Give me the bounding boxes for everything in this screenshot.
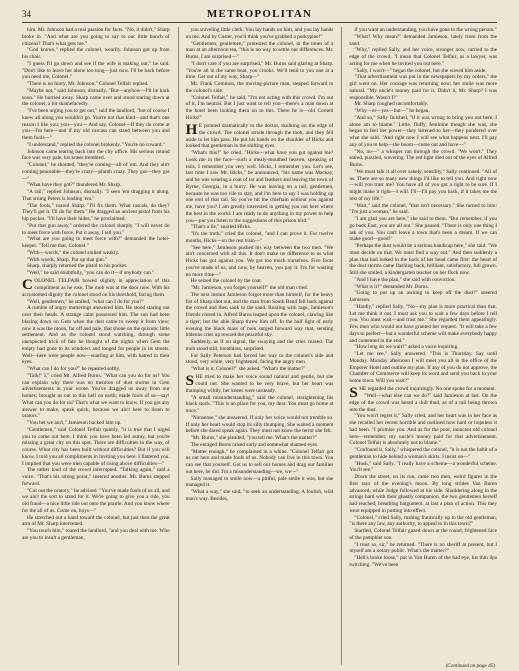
article-paragraph: "Hell's broke loose," put in Van Buren of the bad eye, his thin lips twitching. "We've been [349,555,498,568]
page-number: 34 [22,9,31,19]
magazine-title: METROPOLITAN [206,8,313,20]
article-paragraph: Sharp, sharply returned the pistol to his pocket. [27,263,128,270]
article-paragraph: "I trust so, sir," he returned. "There is no sheriff at present, but I myself am a notary public. What's the matter?" [349,541,498,555]
article-paragraph: "We must talk it all over sanely, sensibly," Sally continued. "All of us. There are so many new things I'd like to tell you. And right now—will you trust me? You have all of you got a right to be sure. If I might make it right—I will. I'll—I'll pay you back, if it takes me the rest of my life." [349,168,498,202]
article-paragraph: "Matter enough," he complained in a whine. "Colonel Telfair got us out here and made fools of us. Nobody can live in this town. You can see that yourself. Got us to sell our homes and drag our families out here, he did. I'm a misunderstanding—we, we—" [185,448,334,475]
article-paragraph: "Perhaps the dust would be a serious handicap here," she said. "We must decide on that. We must find a way out." And then suddenly a plan that had lurked in the back of her head came first: the heart of the dust storms came flashing back, brilliant, satisfactory, full grown. Still she smiled, a kindergarten teacher on her flock now. [349,243,498,276]
article-paragraph: COLONEL TELFAIR bowed slightly in appreciation of this compliment as he rose. The mob was at the door now. With his accustomed dignity the colonel stood on his threshold, facing them. [22,276,170,298]
article-paragraph: "I am glad you are here," she said to them. "But remember, if you go back East, you are all out." She paused. "There is only one thing I ask of you. You can't leave a town that's been a dream. If we can make good—good!" [349,216,498,243]
article-paragraph: "Talk!" I," cried Mr. Alfred Burns. "What can you do for us? You can explain why there was no mention of dust storms in Gem advertisements in your wrote. You've dragged us away from our homes; brought us out to this hell on earth; made fools of us—say! What can you do for us? That's what we want to know. If you got any answer to make, speak quick, because we ain't here to listen to orators." [22,372,170,420]
article-paragraph: "Hardly," replied Sally. "No—my plan is more practical than that. Let me think it out. I must ask you to wait a few days before I tell you. You must wait—and trust me." She regarded them appealingly. Few men who would not have granted her request. "It will take a few days to perfect—but a wonderful scheme will make everybody happy and contented in the end." [349,303,498,344]
article-paragraph: The enraged Burns raised surly and somewhat shamed eyes. [190,441,319,448]
article-paragraph: "Confound it, Sally," whispered the colonel, "it is not the habit of a gentleman to hide behind a woman's skirts. I insist on—" [349,447,498,460]
article-paragraph: "Cut out the oratory," he advised. "You've made fools of us all, and we ain't the sort to stand for it. We're going to give you a ride, you old fraud—a nice little ride out onto the prairie. And you know where for the all of us. Come on, boys—" [22,487,170,514]
article-paragraph: "And I have the plan," she said with conviction. [354,276,456,283]
article-paragraph: "A small misunderstanding," said the colonel, straightening his black stock. "This is no place for you, my dear. You must go home at once." [185,394,334,414]
article-paragraph: "That advertisement was put in the newspapers by my orders," the girl went on. Her courage was returning now; her smile was more natural. "My uncle's money paid for it. Didn't it, Mr. Sharp? I was responsible. Wasn't I?" [349,74,498,101]
article-paragraph: Suddenly, as if on signal, the swaying and the cries ceased. The mob stood still, breathless, surprised. [185,339,334,352]
article-column-2 [178,27,334,665]
article-paragraph: "God knows," replied the colonel, wearily. Johnson got up from his chair. [22,47,170,60]
article-paragraph: "What are you going to meet force with?" demanded the hotel-keeper. "Tell me that, Colonel." [22,236,170,249]
article-paragraph: "Nonsense," she answered. If only her voice would not tremble so. If only her heart would stop its silly thumping. She waited a moment before she dared speak again. They must not know the terror she felt. [185,414,334,435]
article-paragraph: "Colonel," he shouted, "they're coming—all of 'em. And they ain't coming peaceable—they're crazy—plumb crazy. They got—they got—" [22,162,170,182]
article-paragraph: "What have they got?" thundered Mr. Sharp. [27,182,122,189]
article-paragraph: "Gentlemen," said Colonel Telfair quietly, "it is true that I urged you to come out here. I think you have been led astray, but you're missing a great city on this spot. There are difficulties in the way, of course. What city has been built without difficulties? But if you will know, I told you all compliments in inviting you here. I flattered you. I implied that you were men capable of rising above difficulties—" [22,426,170,467]
article-paragraph: "What's this?" he cried. "Hicks—what have you got against me? Look me in the face—such a mealy-mouthed heaven, speaking of rails, I remember you very well. Hicks, I remember you. Let's see, last time I saw Mr. Hicks," he announced, "his name was Mackay, and he was wearing a coat of tar and feathers and leaving the town of Byrne, Georgia, in a hurry. He was leaving on a rail, gentlemen, because he was too vile to stay, and I'm here to say I was holding up one end of that rail. So you've hit the chieftain without you against me, have you? I am greatly interested in getting you out here where the best in the world. I am ready to do anything in my power to help you—put you listen to the suggestions of this prison bird." [185,150,334,224]
article-paragraph: "What is it?" demanded Mr. Burns. [354,283,429,290]
article-paragraph: "Colonel," cried Sally, rushing frantically up to the old gentleman, "is there any law, any authority, to appeal to in this town?" [349,514,498,528]
article-paragraph: He stretched out a hand toward the colonel, but just then the great arm of Mr. Sharp intervened. [22,514,170,528]
article-paragraph: "Colonel Telfair," he said, "I'm not acting with this crowd. I'm out of it, I'm neutral. But I just want to tell you—there's a man down at the hotel been looking them on to this. There he is—old Cornell Hicks!" [185,94,334,121]
article-paragraph: "What a way," she said, "to seek an understanding. A foolish, wild man's way. Besides, [185,489,334,502]
article-paragraph: "What can I do for you?" he repeated softly. [27,366,121,372]
article-paragraph: him. Mr. Johnson had a real passion for facts. "No, it didn't," Sharp broke in. "And what are you going to say to our little bunch of citizens? That's what gets me." [22,27,170,47]
article-columns [22,27,497,665]
article-paragraph: The next instant Jamieson forgot more than himself, for the heavy fist of Sharp shot out, and the man from South Bend fell back against the crowd and then sank to the sand. Roaring with rage, Jamieson's friends closed in. Alfred Burns leaped upon the colonel, clawing like a tiger; but the able Sharp threw him off. In the half light of early evening the black mass of men surged forward way that, sending hideous cries up toward the peaceful sky. [185,291,334,339]
article-paragraph: "I've been urging you to get out," said the landlord, "but of course I knew all along you wouldn't go. You're not that kind—and that's one reason I like you; you—you— And say, Colonel—If they do come at you—I'm here—and if my old carcass can stand between you and them fools—" [22,108,170,141]
article-paragraph: "Going to put up an awning to keep off the dust?" sneered Jamieson. [349,290,498,303]
article-paragraph: "You touch him," roared the landlord, "and you deal with me. Who are you to insult a gentleman, [22,528,170,541]
article-paragraph: "Why," replied Sally, and her voice, stronger now, carried to the edge of the crowd, "I mean that Colonel Telfair, as a lawyer, was acting for me when he invited you out here." [349,47,498,67]
article-paragraph: SHE tried to make her voice sound natural and gentle, but she could not. She wanted to be very brave, but her heart was thumping wildly, her knees were unsteady. [185,372,334,394]
article-paragraph: "Put that gun away," ordered the colonel sharply. "I will never do to meet force with force. Put it away, I tell you." [22,222,170,236]
article-paragraph: "Well—what else can we do?" said Jamieson at last. On the edge of the crowd was heard a dull thud, as of a rail being thrown into the dust. [349,393,498,413]
article-column-3 [341,27,497,665]
article-paragraph: "You won't regret it," Sally cried, and her heart was in her face as she recalled her recent horrible and outlined how hard or hopeless it had been. "I promise you. And as for the poor, innocent old colonel here—remember, my uncle's money paid for that advertisement. Colonel Telfair is absolutely not to blame." [349,413,498,447]
page-header [22,8,497,23]
article-paragraph: "That's a lie," snarled Hicks. [190,224,251,231]
article-paragraph: "No, no—" a whisper ran through the crowd. "We won't." They stared, puzzled, wavering. The red light died out of the eyes of Alfred Burns. [349,148,498,168]
article-paragraph: Mr. Frank Common, the moving-picture man, stepped forward to the colonel's side. [185,81,334,94]
article-paragraph: if you want an understanding, you have gone to the wrong person." [354,27,497,33]
article-paragraph: "What is it, Colonel?" she asked. "What's the matter?" [190,366,306,372]
article-paragraph: "Wait," said the colonel, "that isn't necessary." She turned to him: "I'm just a woman," he said. [349,202,498,216]
article-paragraph: "There is no hurry, Mr. Johnson," Colonel Telfair replied. [27,81,149,87]
article-paragraph: "With—words," the colonel smiled weakly. [27,249,120,256]
article-paragraph: "Let me see," Sally answered. "This is Thursday. Say until Monday. Monday afternoon I will meet you all in the office of the Emporer Hotel and outline my plan. If any of you do not approve, the Chamber of Commerce will keep its word and send you back to your home town. Will you wait?" [349,351,498,384]
article-paragraph: "See here," Jamieson pushed his way between the two men. "We ain't concerned with all this. It don't make no difference to us what Hicks has got against you. We got too much ourselves. Five foots you've made of us, and now, by heaven, you pay it. I'm for wasting no more time—" [185,244,334,278]
article-paragraph: A rumble of angry mutterings answered him. He stood staring out over their heads. A strange calm possessed him. The sun had been blazing down on Gem when the dust came to sweep it from view; now it was the moon, far off and pale, that shone on the quixotic little settlement. And as the colonel stood watching, through some unexpected trick of fate he thought of the nights when Gem the empty had gone to its windows and longed for people in its streets. Well—here were people now—snarling at him, with hatred in their eyes. [22,305,170,366]
article-paragraph: For Sally Peterson had forced her way to the colonel's side and stood, very white, very frightened, facing the angry men. [185,352,334,366]
article-paragraph: "Hush," said Sally. "I really have a scheme—a wonderful scheme. You'll see." [349,460,498,474]
article-column-1 [22,27,170,665]
article-paragraph: "You bet we ain't," Jamieson backed him up. [27,420,122,426]
article-paragraph: you sniveling little clerk. You lay hands on him, and you lay hands on me. And by Custer, you'll think you've grabbed a porkypine!" [185,27,334,40]
article-paragraph: Johnson came tearing back into the city office. His serious rotund face was very pale, his knees trembled. [22,148,170,162]
article-paragraph: "Mr. Jamieson, you forget yourself!" the old man cried. [190,285,309,291]
article-paragraph: "Sally, I won't—" began the colonel, but she waved him aside. [354,67,487,74]
article-paragraph: "A rail," replied Johnson, dismally. "I seen 'em dragging it along. That strung Peters is leading 'em." [22,189,170,202]
article-paragraph: "Well, gentlemen," he smiled, "what can I do for you?" [27,298,144,305]
article-paragraph: "With words, Sharp. Put up that gun." [27,256,108,263]
article-paragraph: He seized the colonel by the coat. [190,278,263,285]
article-paragraph: The rather loud of the crowd interrupted. "Talking again," said a voice. "That's his strong point," sneered another. Mr. Burns stepped forward. [22,467,170,487]
article-paragraph: "It's the truth," cried the colonel, "and I can prove it. For twelve months, Hicks—on the rest train—" [185,231,334,244]
article-paragraph: "The fools," roared Sharp. "I'll fix them. What rascals, do they? They'll get it. I'll do for them." He dragged an ancient pistol from his hip pocket. "I'll have their hides," he proclaimed. [22,202,170,222]
article-paragraph: "Maybe not," said Johnson, dismally. "But—anyhow—I'll be back soon." He hurried away. Sharp came over and stood staring down at the colonel, a bit shamefacedly. [22,87,170,108]
article-paragraph: HE pointed dramatically to the doctor, skulking on the edge of the crowd. The colonel strode through the mob, and they fell aside to let him pass. He put his hands on the shoulder of Hicks and looked that gentleman in the shifting eyes. [185,121,334,150]
article-paragraph: Down the street, on its run, came two men, weird figures in the first rays of the evening's moon. By long strides Van Buren advanced, while Judge followed at his side. Shuddering along in the strings hard with their ghastly companion, the two gentlemen herself had reached, breathing bargument, at last a plan of action. This they were equipped in putting into effect. [349,474,498,514]
article-paragraph: "What? Why mean?" demanded Jamieson, lately risen from the sand. [349,33,498,47]
article-paragraph: "Why—er—yes—but—" he began. [354,108,430,114]
article-paragraph: SHE regarded the crowd inquiringly. No one spoke for a moment. [349,384,496,401]
article-paragraph: Mr. Sharp coughed uncomfortably. [354,101,429,108]
article-paragraph: "Mr. Burns," she pleaded, "you tell me. What's the matter?" [190,435,317,441]
article-paragraph: "I guess I'll go down and see if the wife is making out," he said. "Don't like to leave her alone too long—just now. I'll be back before you need me, Colonel." [22,60,170,81]
continued-note: (Continued on page 45) [445,663,495,669]
article-paragraph: "And so," Sally finished, "if it was wrong to bring you out here, I alone am to blame." Little, fluffy, feminine though she was, she began to feel her power—they listened to her—they pondered over what she said. "And right now I will see what happens next. I'll pay any of you to help—the boom—come out and have—" [349,114,498,148]
article-paragraph: Startled, Colonel Telfair gazed down at the round, frightened face of the pamphlet son. [349,528,498,541]
article-paragraph: "How long do we wait?" asked a voice inquiring. [354,344,459,351]
article-paragraph: "Well," he said doubtfully, "you can do it—if anybody can." [27,270,155,276]
article-paragraph: "I don't care if you are surprised," Mr. Burns said glaring at Sharp. "You're all in the same boat, you crooks. We'll tend to you one at a time. Get out of my way, Sharp—" [185,60,334,81]
article-paragraph: "I understand," replied the colonel brokenly. "You're no coward." [27,141,166,148]
article-paragraph: "Gentlemen, gentlemen," protested the colonel, in the tones of a man at an afternoon tea, "this is no way to settle our differences. Mr. Burns, I am surprised—" [185,40,334,60]
article-paragraph: Sally managed to smile now—a pitiful, pale smile it was, but she managed it. [185,475,334,489]
